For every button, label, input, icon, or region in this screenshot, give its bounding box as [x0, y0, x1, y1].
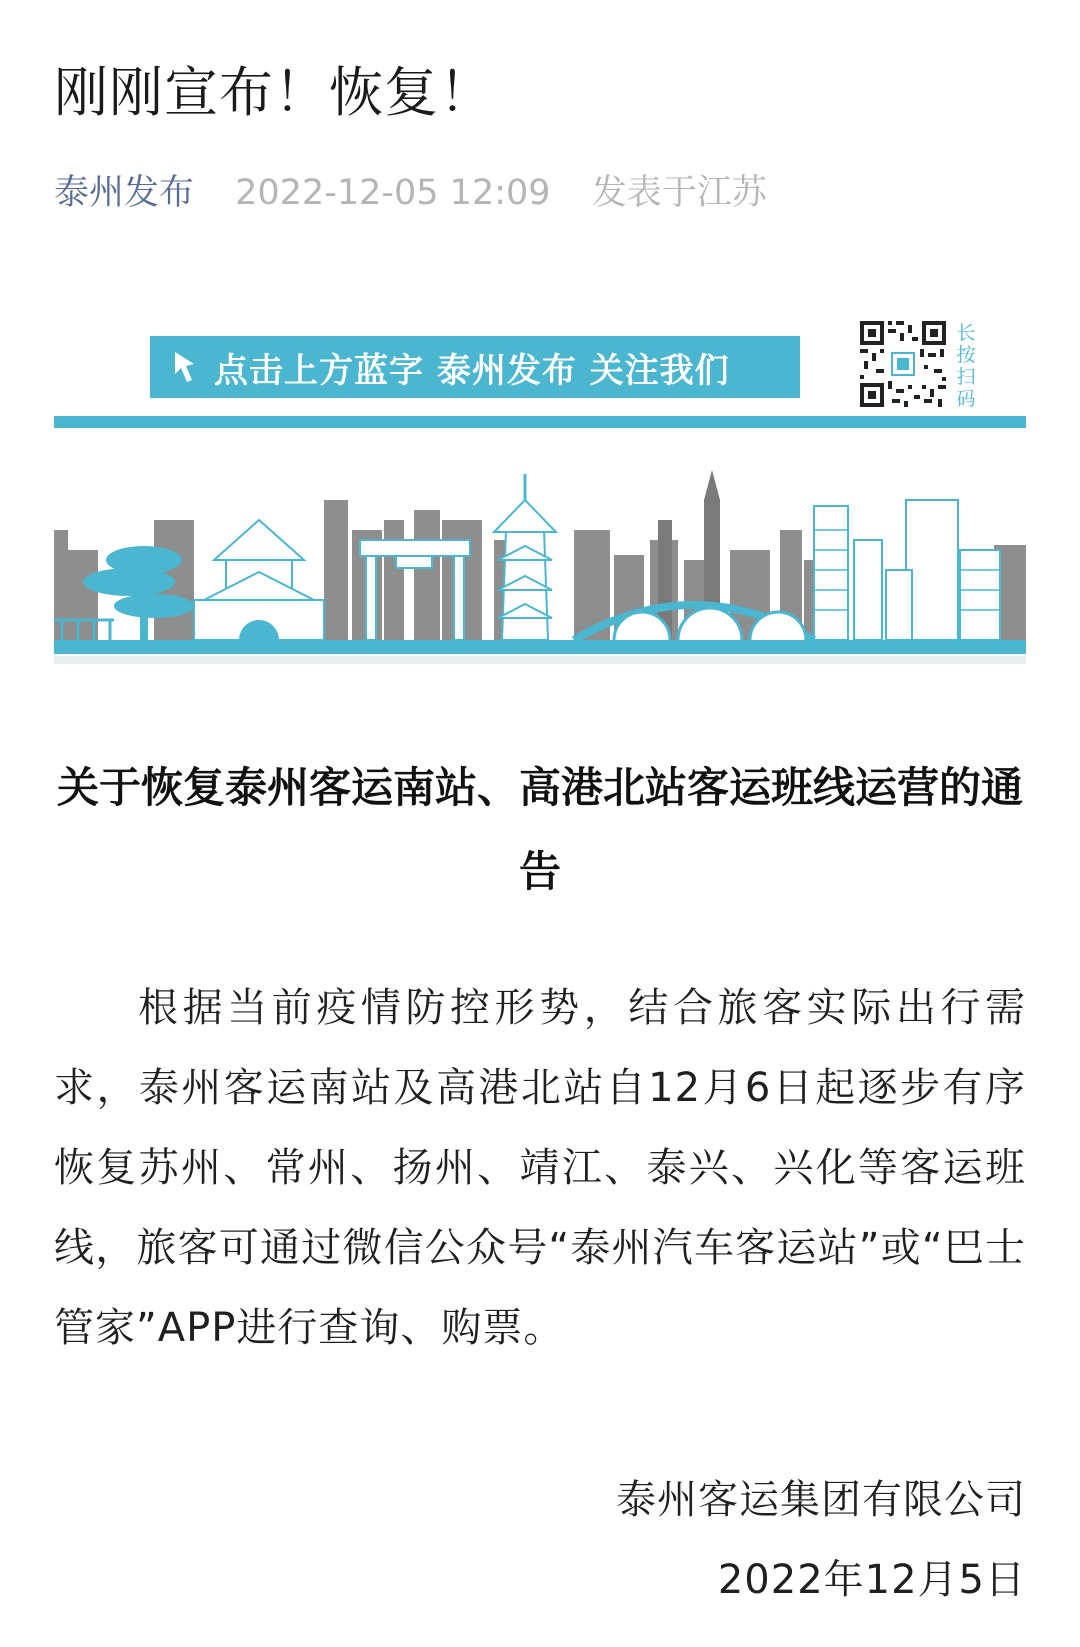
pointer-arrow-icon	[172, 350, 198, 384]
banner-divider	[54, 416, 1026, 428]
city-skyline-illustration	[54, 460, 1026, 664]
signature-date: 2022年12月5日	[717, 1557, 1026, 1603]
publish-time: 2022-12-05 12:09	[235, 173, 551, 213]
qr-code-icon[interactable]	[858, 319, 948, 409]
follow-us-text: 点击上方蓝字 泰州发布 关注我们	[214, 350, 730, 391]
signer-name: 泰州客运集团有限公司	[616, 1477, 1026, 1523]
notice-signature	[616, 1460, 1026, 1620]
follow-us-banner[interactable]	[150, 336, 800, 398]
qr-scan-hint: 长按扫码	[956, 322, 976, 410]
article-title: 刚刚宣布！恢复！	[54, 61, 494, 124]
article-meta	[54, 165, 767, 215]
notice-body: 根据当前疫情防控形势，结合旅客实际出行需求，泰州客运南站及高港北站自12月6日起逐步有序恢复苏州、常州、扬州、靖江、泰兴、兴化等客运班线，旅客可通过微信公众号“泰州汽车客运站”或“巴士管家”APP进行查询、购票。	[54, 985, 1026, 1351]
account-name-link[interactable]: 泰州发布	[54, 173, 195, 213]
publish-location: 发表于江苏	[591, 173, 767, 213]
notice-title: 关于恢复泰州客运南站、高港北站客运班线运营的通告	[56, 763, 1023, 896]
